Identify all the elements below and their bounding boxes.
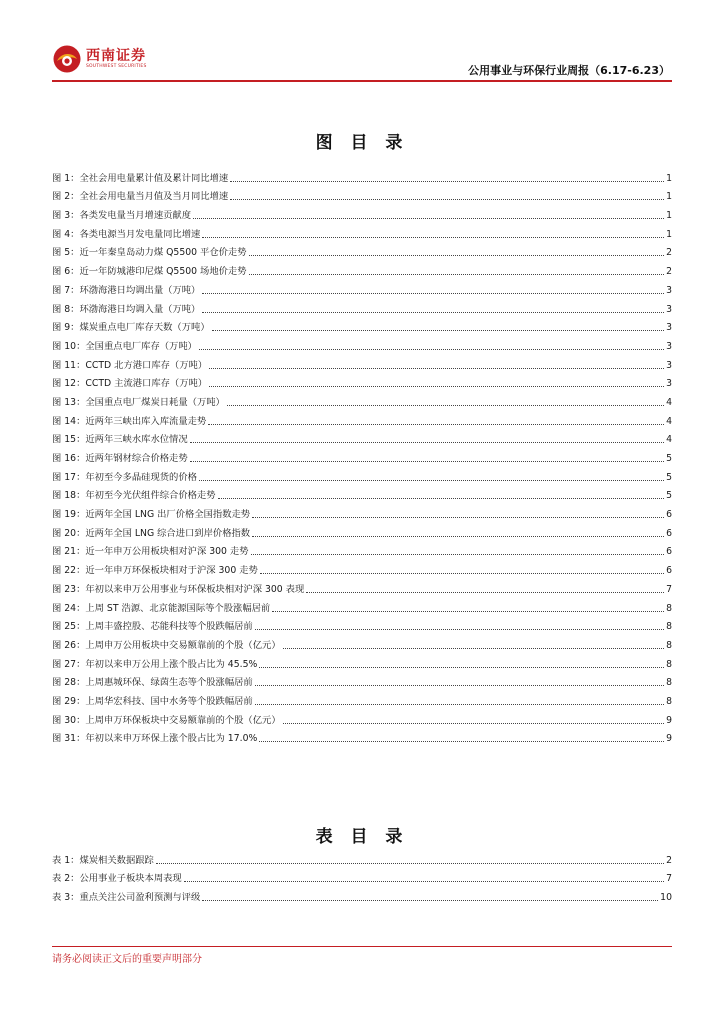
dot-leader	[255, 703, 664, 705]
dot-leader	[283, 647, 664, 649]
dot-leader	[251, 553, 665, 555]
dot-leader	[283, 722, 664, 724]
toc-entry-page: 1	[666, 172, 672, 184]
toc-entry[interactable]	[52, 278, 672, 297]
dot-leader	[306, 591, 664, 593]
dot-leader	[259, 740, 664, 742]
toc-entry-label[interactable]: 图 13：全国重点电厂煤炭日耗量（万吨）	[52, 396, 225, 408]
toc-entry-label[interactable]: 图 3：各类发电量当月增速贡献度	[52, 210, 192, 222]
toc-entry-label[interactable]: 表 1：煤炭相关数据跟踪	[52, 854, 154, 866]
toc-entry-page: 6	[666, 527, 672, 539]
toc-entry-page: 4	[666, 396, 672, 408]
toc-entry-label[interactable]: 图 28：上周惠城环保、绿茵生态等个股涨幅居前	[52, 677, 253, 689]
dot-leader	[249, 254, 665, 256]
toc-entry-label[interactable]: 图 14：近两年三峡出库入库流量走势	[52, 415, 207, 427]
toc-entry-page: 8	[666, 658, 672, 670]
toc-entry[interactable]	[52, 409, 672, 428]
dot-leader	[202, 292, 664, 294]
toc-entry-page: 8	[666, 602, 672, 614]
toc-entry[interactable]	[52, 185, 672, 204]
table-index-list	[52, 848, 672, 904]
dot-leader	[259, 666, 664, 668]
toc-entry[interactable]	[52, 848, 672, 867]
toc-entry[interactable]	[52, 521, 672, 540]
toc-entry-page: 3	[666, 378, 672, 390]
dot-leader	[184, 880, 664, 882]
toc-entry-page: 3	[666, 284, 672, 296]
toc-entry-page: 8	[666, 695, 672, 707]
toc-entry[interactable]	[52, 502, 672, 521]
dot-leader	[230, 198, 664, 200]
toc-entry[interactable]	[52, 484, 672, 503]
toc-entry-label[interactable]: 图 20：近两年全国 LNG 综合进口到岸价格指数	[52, 527, 251, 539]
toc-entry-label[interactable]: 表 2：公用事业子板块本周表现	[52, 873, 182, 885]
toc-entry-label[interactable]: 图 17：年初至今多晶硅现货的价格	[52, 471, 197, 483]
logo-name: 西南证券	[86, 48, 146, 64]
dot-leader	[209, 367, 664, 369]
toc-entry-page: 4	[666, 434, 672, 446]
toc-entry-page: 1	[666, 191, 672, 203]
toc-entry[interactable]	[52, 446, 672, 465]
toc-entry[interactable]	[52, 689, 672, 708]
dot-leader	[218, 497, 665, 499]
toc-entry[interactable]	[52, 166, 672, 185]
figure-index-title: 图 目 录	[315, 133, 409, 153]
dot-leader	[260, 572, 664, 574]
logo-mark-icon	[52, 44, 82, 74]
toc-entry-page: 5	[666, 453, 672, 464]
toc-entry[interactable]	[52, 652, 672, 671]
company-logo	[52, 44, 156, 76]
toc-entry-label[interactable]: 图 23：年初以来申万公用事业与环保板块相对沪深 300 表现	[52, 583, 305, 595]
toc-entry-label[interactable]: 图 27：年初以来申万公用上涨个股占比为 45.5%	[52, 658, 258, 670]
toc-entry[interactable]	[52, 222, 672, 241]
logo-subtitle: SOUTHWEST SECURITIES	[86, 64, 147, 69]
toc-entry-label[interactable]: 图 15：近两年三峡水库水位情况	[52, 434, 188, 446]
toc-entry-page: 3	[666, 359, 672, 371]
toc-entry-label[interactable]: 图 30：上周申万环保板块中交易额靠前的个股（亿元）	[52, 714, 281, 726]
toc-entry-label[interactable]: 图 21：近一年申万公用板块相对沪深 300 走势	[52, 546, 249, 558]
toc-entry[interactable]	[52, 727, 672, 746]
toc-entry[interactable]	[52, 465, 672, 484]
toc-entry-label[interactable]: 图 19：近两年全国 LNG 出厂价格全国指数走势	[52, 509, 251, 521]
toc-entry[interactable]	[52, 633, 672, 652]
dot-leader	[255, 628, 664, 630]
dot-leader	[208, 423, 664, 425]
page-header	[0, 0, 724, 82]
toc-entry-page: 5	[666, 471, 672, 483]
toc-entry-label[interactable]: 图 9：煤炭重点电厂库存天数（万吨）	[52, 322, 210, 334]
toc-entry-page: 3	[666, 303, 672, 315]
toc-entry-label[interactable]: 图 16：近两年钢材综合价格走势	[52, 453, 188, 464]
toc-entry[interactable]	[52, 390, 672, 409]
toc-entry[interactable]	[52, 558, 672, 577]
toc-entry-label[interactable]: 图 24：上周 ST 浩源、北京能源国际等个股涨幅居前	[52, 602, 271, 614]
toc-entry[interactable]	[52, 203, 672, 222]
toc-entry-label[interactable]: 图 6：近一年防城港印尼煤 Q5500 场地价走势	[52, 266, 247, 278]
toc-entry[interactable]	[52, 353, 672, 372]
figure-index-list	[52, 166, 672, 745]
toc-entry-label[interactable]: 图 25：上周丰盛控股、芯能科技等个股跌幅居前	[52, 621, 253, 633]
toc-entry-page: 10	[660, 892, 672, 904]
dot-leader	[249, 273, 665, 275]
toc-entry[interactable]	[52, 671, 672, 690]
dot-leader	[255, 684, 664, 686]
toc-entry[interactable]	[52, 372, 672, 391]
toc-entry-label[interactable]: 图 10：全国重点电厂库存（万吨）	[52, 340, 197, 352]
dot-leader	[209, 385, 664, 387]
toc-entry-page: 2	[666, 247, 672, 259]
toc-entry-label[interactable]: 图 31：年初以来申万环保上涨个股占比为 17.0%	[52, 733, 258, 745]
dot-leader	[190, 460, 664, 462]
dot-leader	[199, 348, 664, 350]
toc-entry-label[interactable]: 图 5：近一年秦皇岛动力煤 Q5500 平仓价走势	[52, 247, 247, 259]
toc-entry-label[interactable]: 图 8：环渤海港日均调入量（万吨）	[52, 303, 201, 315]
toc-entry-label[interactable]: 图 18：年初至今光伏组件综合价格走势	[52, 490, 216, 502]
dot-leader	[272, 610, 664, 612]
toc-entry-label[interactable]: 图 11：CCTD 北方港口库存（万吨）	[52, 359, 208, 371]
table-index-title: 表 目 录	[315, 827, 409, 847]
toc-entry-label[interactable]: 图 29：上周华宏科技、国中水务等个股跌幅居前	[52, 695, 253, 707]
toc-entry-label[interactable]: 表 3：重点关注公司盈利预测与评级	[52, 892, 201, 904]
dot-leader	[212, 329, 664, 331]
toc-entry[interactable]	[52, 316, 672, 335]
toc-entry-label[interactable]: 图 7：环渤海港日均调出量（万吨）	[52, 284, 201, 296]
toc-entry-label[interactable]: 图 2：全社会用电量当月值及当月同比增速	[52, 191, 229, 203]
dot-leader	[252, 535, 664, 537]
toc-entry[interactable]	[52, 241, 672, 260]
toc-entry[interactable]	[52, 596, 672, 615]
dot-leader	[252, 516, 664, 518]
toc-entry-page: 4	[666, 415, 672, 427]
toc-entry[interactable]	[52, 428, 672, 447]
toc-entry-label[interactable]: 图 12：CCTD 主流港口库存（万吨）	[52, 378, 208, 390]
toc-entry-label[interactable]: 图 26：上周申万公用板块中交易额靠前的个股（亿元）	[52, 639, 281, 651]
toc-entry-page: 1	[666, 228, 672, 240]
toc-entry[interactable]	[52, 334, 672, 353]
dot-leader	[202, 899, 658, 901]
toc-entry-page: 8	[666, 621, 672, 633]
toc-entry-page: 8	[666, 639, 672, 651]
toc-entry-page: 5	[666, 490, 672, 502]
toc-entry-page: 9	[666, 714, 672, 726]
toc-entry-page: 2	[666, 854, 672, 866]
header-divider	[52, 80, 672, 82]
report-title: 公用事业与环保行业周报（6.17-6.23）	[468, 64, 670, 77]
toc-entry-page: 9	[666, 733, 672, 745]
dot-leader	[156, 862, 664, 864]
toc-entry[interactable]	[52, 708, 672, 727]
dot-leader	[202, 236, 664, 238]
dot-leader	[202, 311, 664, 313]
toc-entry-page: 7	[666, 873, 672, 885]
dot-leader	[230, 180, 664, 182]
toc-entry[interactable]	[52, 259, 672, 278]
toc-entry-page: 3	[666, 340, 672, 352]
dot-leader	[227, 404, 664, 406]
toc-entry-page: 1	[666, 210, 672, 222]
dot-leader	[190, 441, 664, 443]
toc-entry-page: 6	[666, 509, 672, 521]
footer-notice: 请务必阅读正文后的重要声明部分	[52, 954, 202, 965]
toc-entry-page: 3	[666, 322, 672, 334]
dot-leader	[199, 479, 664, 481]
toc-entry[interactable]	[52, 885, 672, 904]
toc-entry-label[interactable]: 图 4：各类电源当月发电量同比增速	[52, 228, 201, 240]
toc-entry-label[interactable]: 图 22：近一年申万环保板块相对于沪深 300 走势	[52, 565, 258, 577]
toc-entry-page: 2	[666, 266, 672, 278]
toc-entry[interactable]	[52, 540, 672, 559]
footer-divider	[52, 946, 672, 947]
toc-entry[interactable]	[52, 297, 672, 316]
toc-entry-page: 8	[666, 677, 672, 689]
dot-leader	[193, 217, 664, 219]
toc-entry-page: 6	[666, 546, 672, 558]
toc-entry[interactable]	[52, 867, 672, 886]
toc-entry[interactable]	[52, 577, 672, 596]
toc-entry-page: 6	[666, 565, 672, 577]
toc-entry-page: 7	[666, 583, 672, 595]
toc-entry[interactable]	[52, 615, 672, 634]
toc-entry-label[interactable]: 图 1：全社会用电量累计值及累计同比增速	[52, 172, 229, 184]
